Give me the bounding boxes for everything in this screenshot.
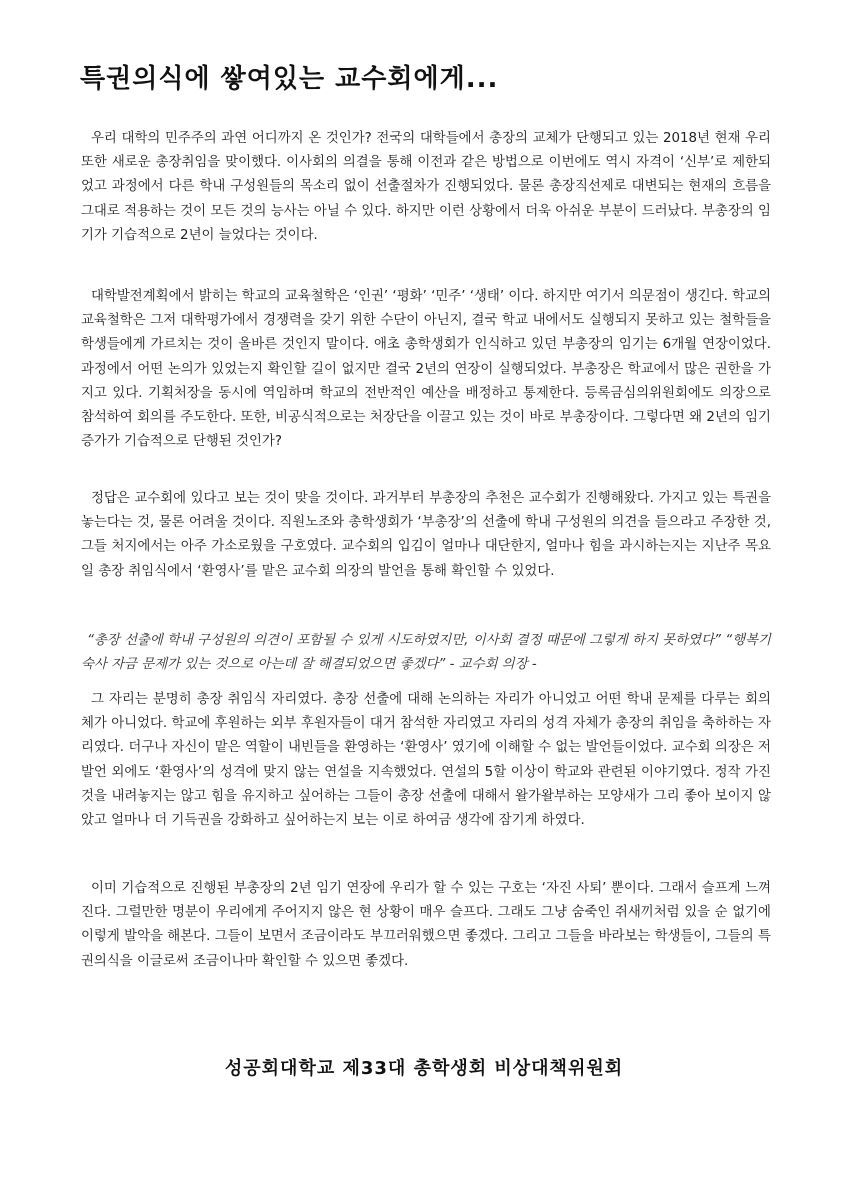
- paragraph-2: 대학발전계획에서 밝히는 학교의 교육철학은 ‘인권’ ‘평화’ ‘민주’ ‘생태’ 이다. 하지만 여기서 의문점이 생긴다. 학교의 교육철학은 그저 대학평가에서 경쟁력을 갖기 위한 수단이 아닌지, 결국 학교 내에서도 실행되지 못하고 있는 철학들을 학생들에게 가르치는 것이 올바른 것인지 말이다. 애초 총학생회가 인식하고 있던 부총장의 임기는 6개월 연장이었다. 과정에서 어떤 논의가 있었는지 확인할 길이 없지만 결국 2년의 연장이 실행되었다. 부총장은 학교에서 많은 권한을 가지고 있다. 기획처장을 동시에 역임하며 학교의 전반적인 예산을 배정하고 통제한다. 등록금심의위원회에도 의장으로 참석하여 회의를 주도한다. 또한, 비공식적으로는 처장단을 이끌고 있는 것이 바로 부총장이다. 그렇다면 왜 2년의 임기 증가가 기습적으로 단행된 것인가?: [81, 289, 771, 450]
- signature-line: 성공회대학교 제33대 총학생회 비상대책위원회: [224, 1058, 624, 1079]
- quote-block: “총장 선출에 학내 구성원의 의견이 포함될 수 있게 시도하였지만, 이사회 결정 때문에 그렇게 하지 못하였다” “행복기숙사 자금 문제가 있는 것으로 아는데 잘 해결되었으면 좋겠다” - 교수회 의장 -: [81, 633, 771, 673]
- document-title: 특권의식에 쌓여있는 교수회에게...: [80, 64, 499, 94]
- paragraph-3: 정답은 교수회에 있다고 보는 것이 맞을 것이다. 과거부터 부총장의 추천은 교수회가 진행해왔다. 가지고 있는 특권을 놓는다는 것, 물론 어려울 것이다. 직원노조와 총학생회가 ‘부총장’의 선출에 학내 구성원의 의견을 들으라고 주장한 것, 그들 처지에서는 아주 가소로웠을 구호였다. 교수회의 입김이 얼마나 대단한지, 얼마나 힘을 과시하는지는 지난주 목요일 총장 취임식에서 ‘환영사’를 맡은 교수회 의장의 발언을 통해 확인할 수 있었다.: [81, 491, 771, 579]
- paragraph-6: 이미 기습적으로 진행된 부총장의 2년 임기 연장에 우리가 할 수 있는 구호는 ‘자진 사퇴’ 뿐이다. 그래서 슬프게 느껴진다. 그럴만한 명분이 우리에게 주어지지 않은 현 상황이 매우 슬프다. 그래도 그냥 숨죽인 쥐새끼처럼 있을 순 없기에 이렇게 발악을 해본다. 그들이 보면서 조금이라도 부끄러워했으면 좋겠다. 그리고 그들을 바라보는 학생들이, 그들의 특권의식을 이글로써 조금이나마 확인할 수 있으면 좋겠다.: [81, 881, 771, 969]
- paragraph-5: 그 자리는 분명히 총장 취임식 자리였다. 총장 선출에 대해 논의하는 자리가 아니었고 어떤 학내 문제를 다루는 회의체가 아니었다. 학교에 후원하는 외부 후원자들이 대거 참석한 자리였고 자리의 성격 자체가 총장의 취임을 축하하는 자리였다. 더구나 자신이 맡은 역할이 내빈들을 환영하는 ‘환영사’ 였기에 이해할 수 없는 발언들이었다. 교수회 의장은 저 발언 외에도 ‘환영사’의 성격에 맞지 않는 연설을 지속했었다. 연설의 5할 이상이 학교와 관련된 이야기였다. 정작 가진 것을 내려놓지는 않고 힘을 유지하고 싶어하는 그들이 총장 선출에 대해서 왈가왈부하는 모양새가 그리 좋아 보이지 않았고 얼마나 더 기득권을 강화하고 싶어하는지 보는 이로 하여금 생각에 잠기게 하였다.: [81, 692, 771, 829]
- paragraph-1: 우리 대학의 민주주의 과연 어디까지 온 것인가? 전국의 대학들에서 총장의 교체가 단행되고 있는 2018년 현재 우리 또한 새로운 총장취임을 맞이했다. 이사회의 의결을 통해 이전과 같은 방법으로 이번에도 역시 자격이 ‘신부’로 제한되었고 과정에서 다른 학내 구성원들의 목소리 없이 선출절차가 진행되었다. 물론 총장직선제로 대변되는 현재의 흐름을 그대로 적용하는 것이 모든 것의 능사는 아닐 수 있다. 하지만 이런 상황에서 더욱 아쉬운 부분이 드러났다. 부총장의 임기가 기습적으로 2년이 늘었다는 것이다.: [81, 131, 771, 243]
